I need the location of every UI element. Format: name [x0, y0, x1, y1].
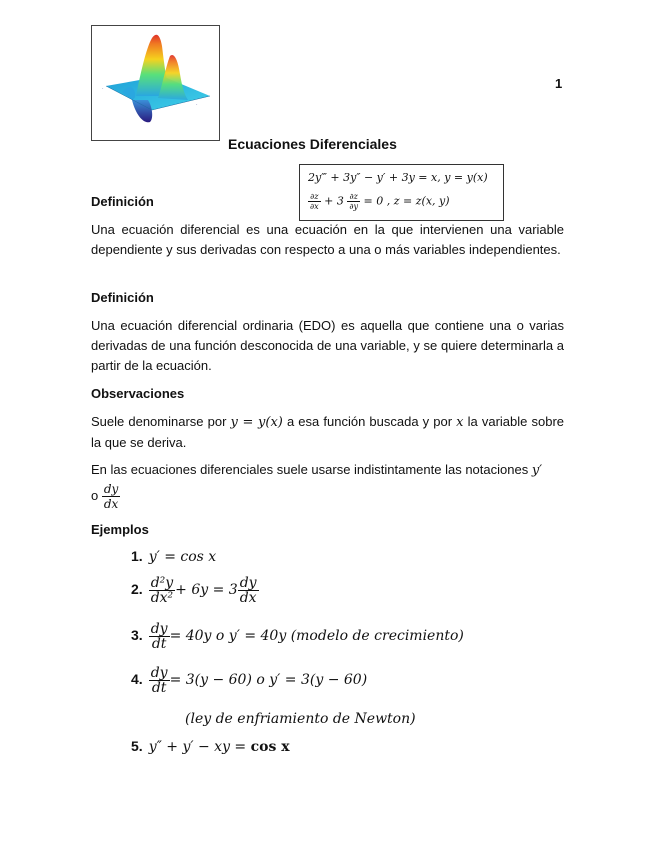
example-2: 2. $\frac{\text{d²y}}{\text{dx²}}$ + 6y = 3 $\frac{dy}{dx}$: [131, 575, 257, 606]
notation-dydx: o $\frac{dy}{dx}$: [91, 482, 119, 511]
page-title: Ecuaciones Diferenciales: [228, 136, 397, 152]
observations-heading: Observaciones: [91, 386, 185, 401]
dydt-fraction: $\frac{dy}{dt}$: [150, 621, 168, 652]
surface-plot-figure: [91, 25, 220, 141]
second-derivative-fraction: $\frac{\text{d²y}}{\text{dx²}}$: [150, 575, 174, 606]
definition-heading-1: Definición: [91, 194, 154, 209]
partial-fraction: $\frac{\partial z}{\partial y}$: [349, 192, 359, 211]
partial-fraction: $\frac{\partial z}{\partial x}$: [310, 192, 319, 211]
ode-example-equation: 2y‴ + 3y″ − y′ + 3y = x, y = y(x): [308, 171, 488, 184]
surface-plot-image: [92, 26, 219, 140]
definition-text-2: Una ecuación diferencial ordinaria (EDO) es aquella que contiene una o varias derivadas de una función desconocida de una variable, y se quiere determinarla a partir de la ecuación.: [91, 318, 564, 373]
page-number: 1: [555, 76, 563, 91]
axis-mark: ·: [102, 86, 104, 92]
example-4: 4. $\frac{dy}{dt}$ = 3(y − 60) o y′ = 3(y − 60): [131, 665, 368, 696]
example-5: 5. y″ + y′ − xy = cos x: [131, 738, 290, 755]
examples-heading: Ejemplos: [91, 522, 149, 537]
example-4-note: (ley de enfriamiento de Newton): [185, 711, 416, 727]
observation-paragraph-1: Suele denominarse por y = y(x) a esa función buscada y por x la variable sobre la que se deriva.: [91, 414, 565, 450]
example-1: 1. y′ = cos x: [131, 548, 217, 565]
pde-example-equation: $\frac{\partial z}{\partial x}$ + 3 $\frac{\partial z}{\partial y}$ = 0 , z = z(x, y): [310, 192, 450, 211]
axis-mark: ·: [196, 102, 198, 108]
equation-box: [299, 164, 504, 221]
valley-surface: [132, 100, 152, 122]
definition-text-1: Una ecuación diferencial es una ecuación en la que intervienen una variable dependiente y sus derivadas con respecto a una o más variables independientes.: [91, 222, 564, 257]
dydx-fraction: $\frac{dy}{dx}$: [103, 482, 119, 511]
first-derivative-fraction: $\frac{dy}{dx}$: [239, 575, 257, 606]
definition-heading-2: Definición: [91, 290, 154, 305]
observation-paragraph-2: En las ecuaciones diferenciales suele usarse indistintamente las notaciones y′: [91, 462, 543, 478]
example-3: 3. $\frac{dy}{dt}$ = 40y o y′ = 40y (modelo de crecimiento): [131, 621, 464, 652]
dydt-fraction: $\frac{dy}{dt}$: [150, 665, 168, 696]
